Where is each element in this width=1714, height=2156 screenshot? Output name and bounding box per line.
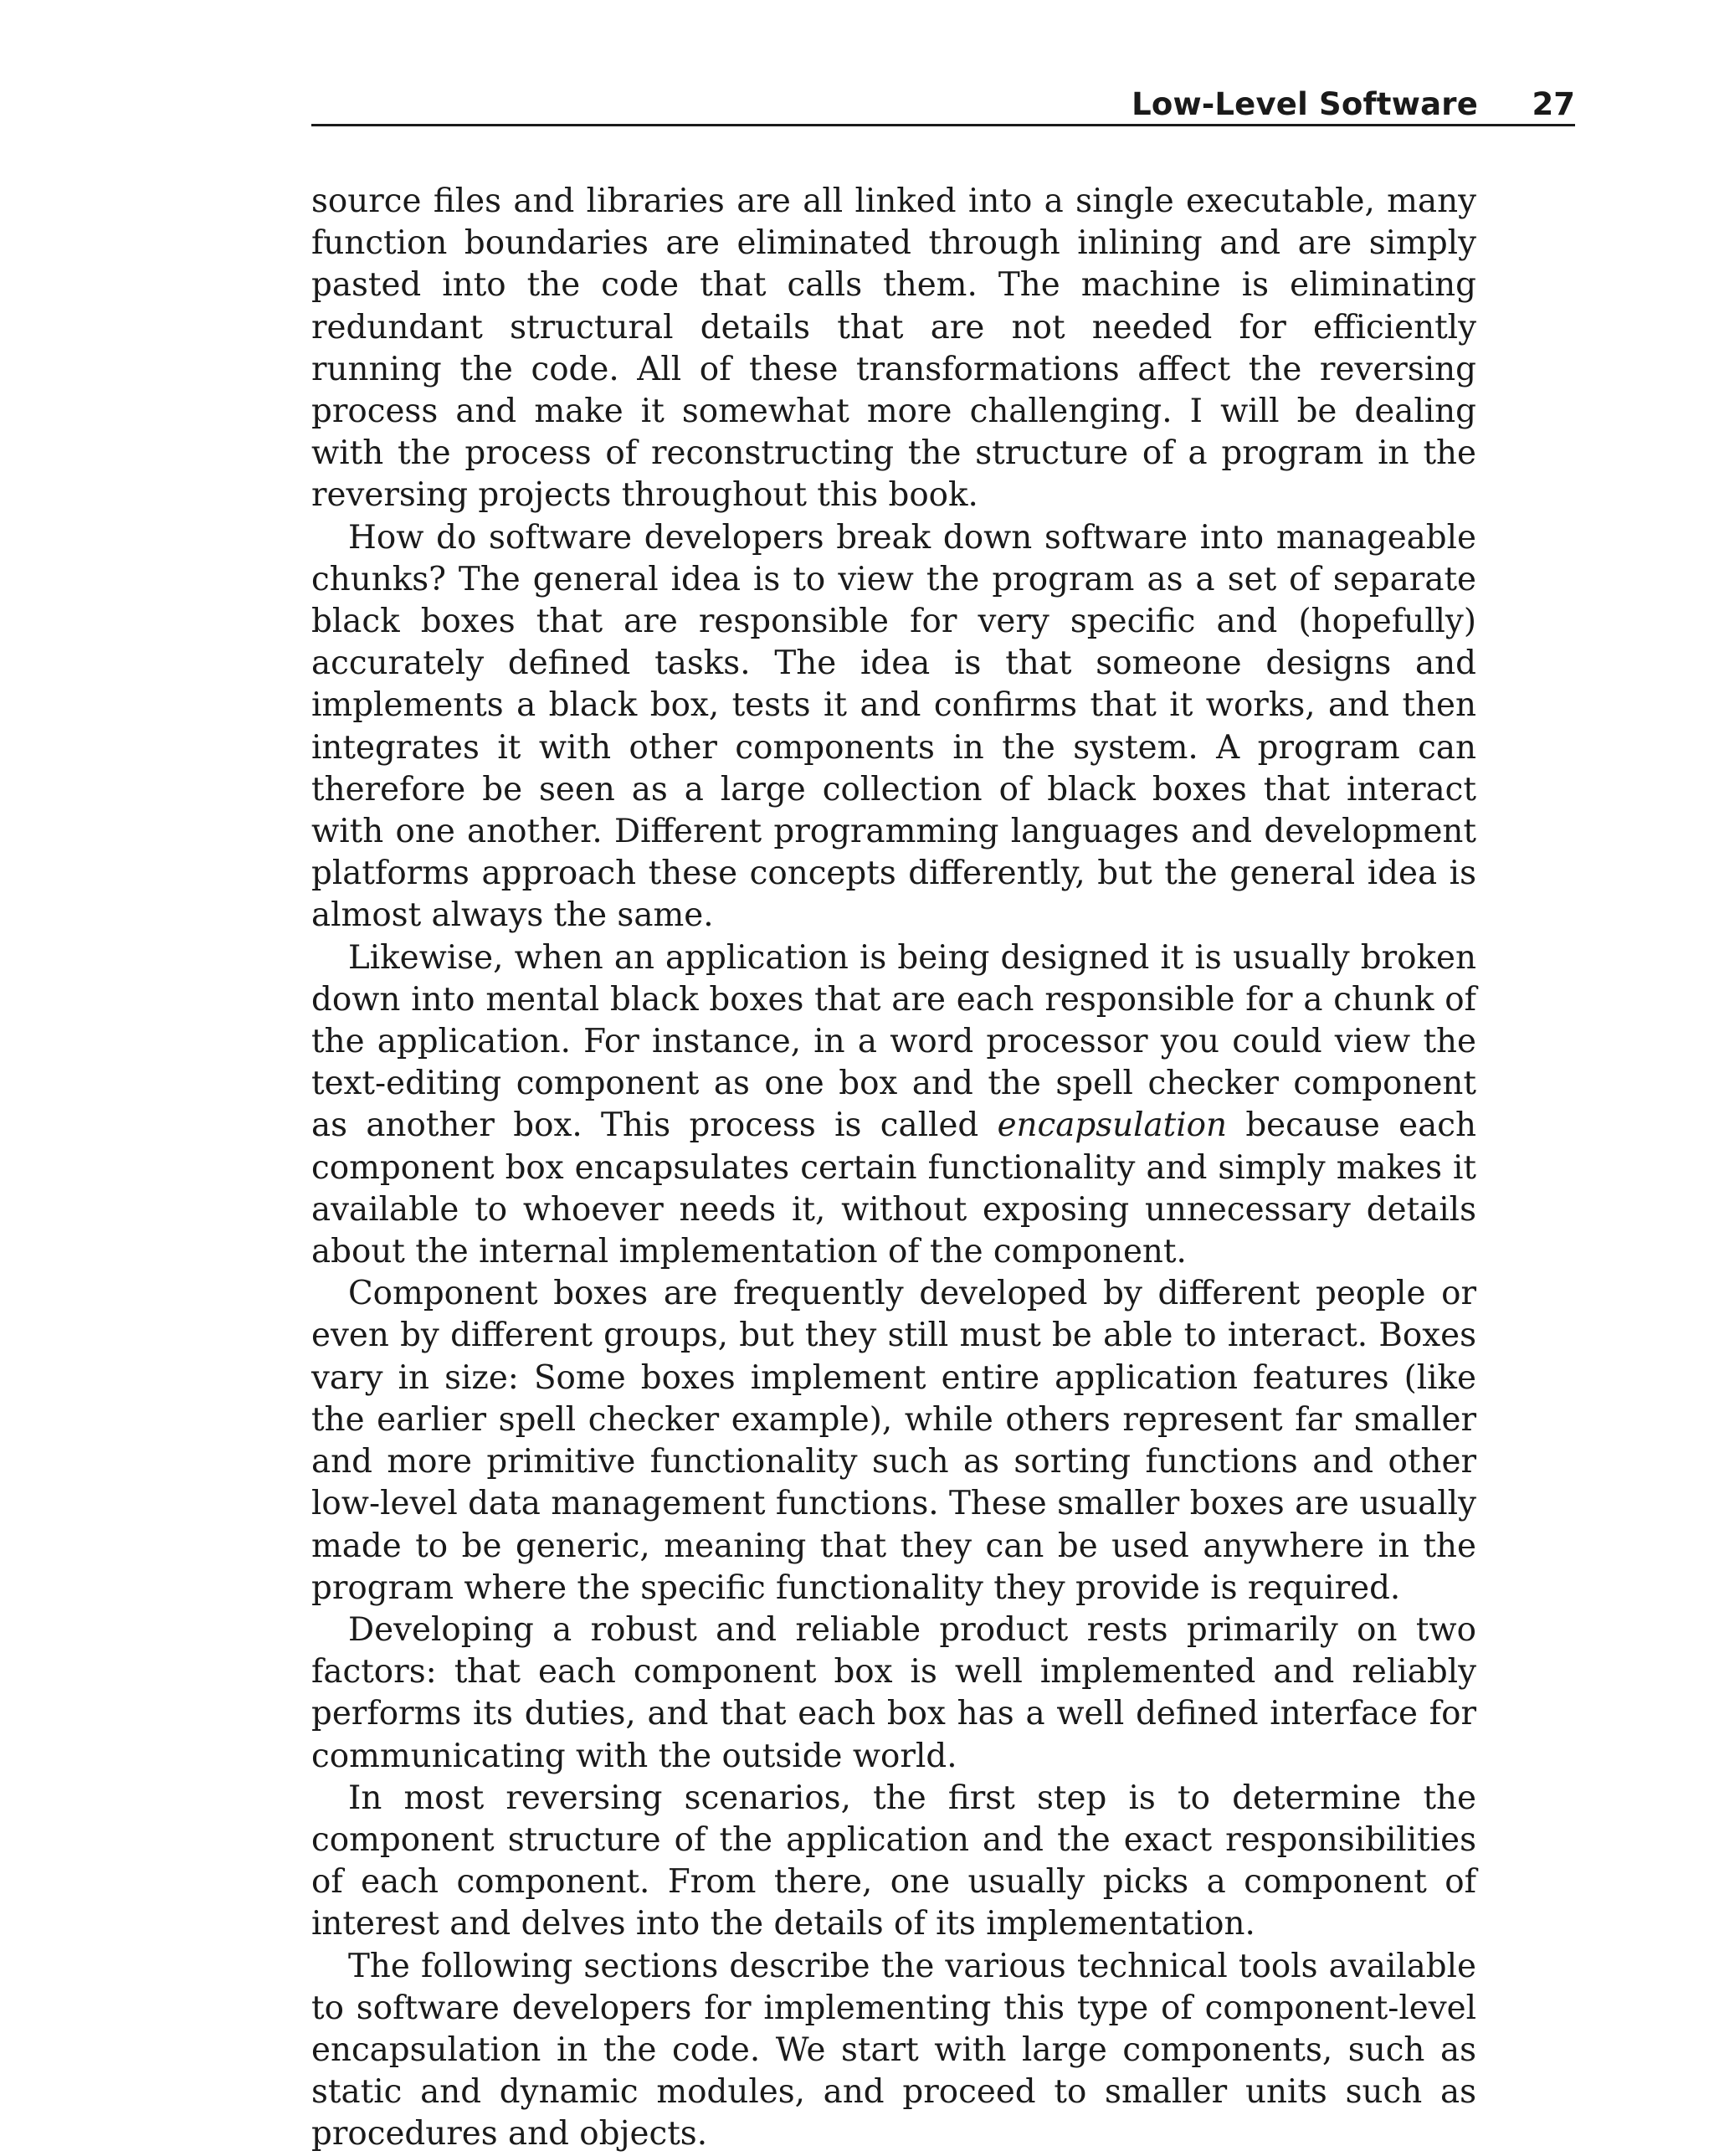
paragraph	[311, 937, 1476, 1274]
paragraph: In most reversing scenarios, the first step is to determine the component structure of the application and the exact responsibilities of each component. From there, one usually picks a component of interest and delves into the details of its implementation.	[311, 1779, 1476, 1943]
paragraph: The following sections describe the various technical tools available to software developers for implementing this type of component-level encapsulation in the code. We start with large components, such as static and dynamic modules, and proceed to smaller units such as procedures and objects.	[311, 1947, 1476, 2153]
paragraph-text: Likewise, when an application is being designed it is usually broken down into mental black boxes that are each responsible for a chunk of the application. For instance, in a word processor you could view the text-editing component as one box and the spell checker component as another box. This process is called	[311, 938, 1476, 1145]
paragraph: Developing a robust and reliable product rests primarily on two factors: that each component box is well implemented and reliably performs its duties, and that each box has a well defined interface for communicating with the outside world.	[311, 1610, 1476, 1775]
body-text	[311, 181, 1476, 2156]
running-head: Low-Level Software	[1132, 86, 1478, 122]
emphasized-term: encapsulation	[997, 1106, 1227, 1145]
paragraph: source files and libraries are all linked into a single executable, many function boundaries are eliminated through inlining and are simply pasted into the code that calls them. The machine is eliminating redundant structural details that are not needed for efficiently running the code. All of these transformations affect the reversing process and make it somewhat more challenging. I will be dealing with the process of reconstructing the structure of a program in the reversing projects throughout this book.	[311, 182, 1476, 515]
page-number: 27	[1532, 86, 1575, 122]
page-header	[311, 80, 1575, 126]
paragraph-text: because each component box encapsulates certain functionality and simply makes it available to whoever needs it, without exposing unnecessary details about the internal implementation of the component.	[311, 1106, 1476, 1271]
paragraph: How do software developers break down software into manageable chunks? The general idea is to view the program as a set of separate black boxes that are responsible for very specific and (hopefully) accurately defined tasks. The idea is that someone designs and implements a black box, tests it and confirms that it works, and then integrates it with other components in the system. A program can therefore be seen as a large collection of black boxes that interact with one another. Different programming languages and development platforms approach these concepts differently, but the general idea is almost always the same.	[311, 518, 1476, 935]
paragraph: Component boxes are frequently developed by different people or even by different groups, but they still must be able to interact. Boxes vary in size: Some boxes implement entire application features (like the earlier spell checker example), while others represent far smaller and more primitive functionality such as sorting functions and other low-level data management functions. These smaller boxes are usually made to be generic, meaning that they can be used anywhere in the program where the specific functionality they provide is required.	[311, 1275, 1476, 1607]
